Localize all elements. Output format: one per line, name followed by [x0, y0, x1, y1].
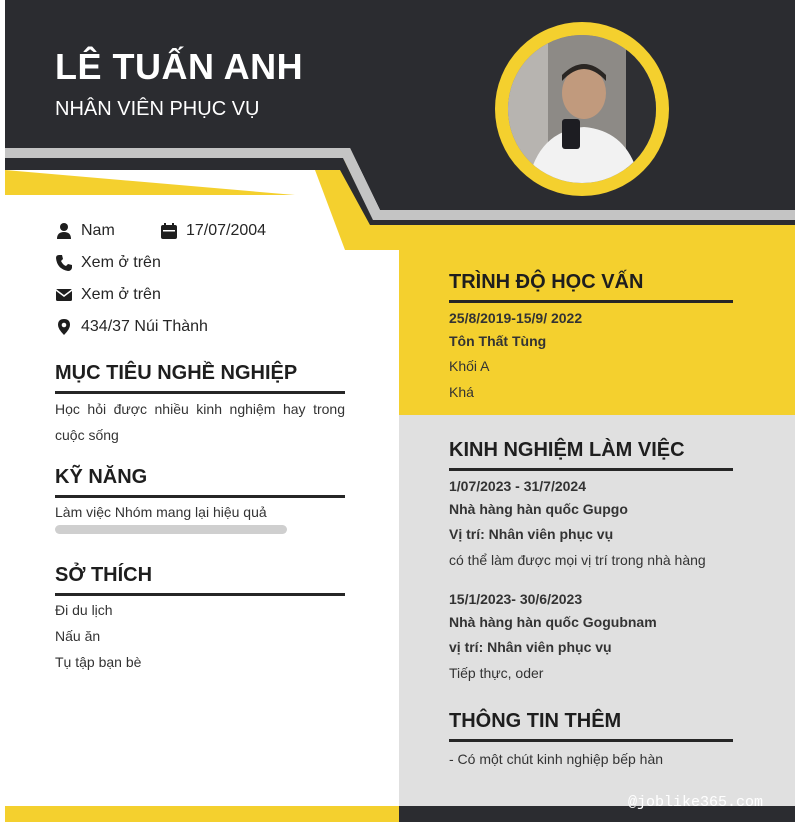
hobby-item: Đi du lịch	[55, 602, 113, 618]
experience-period: 1/07/2023 - 31/7/2024	[449, 478, 587, 494]
phone-icon	[55, 254, 73, 272]
cv-page	[5, 0, 795, 822]
education-grade: Khá	[449, 384, 474, 400]
birthday-value: 17/07/2004	[186, 222, 267, 239]
calendar-icon	[160, 222, 178, 240]
hobby-item: Nấu ăn	[55, 628, 101, 644]
phone-row	[55, 254, 161, 272]
phone-value: Xem ở trên	[81, 254, 161, 271]
objective-title: MỤC TIÊU NGHỀ NGHIỆP	[55, 362, 345, 394]
experience-desc: có thể làm được mọi vị trí trong nhà hàng	[449, 552, 706, 568]
envelope-icon	[55, 286, 73, 304]
education-school: Tôn Thất Tùng	[449, 333, 547, 349]
objective-text: Học hỏi được nhiều kinh nghiệm hay trong cuộc sống	[55, 401, 345, 443]
candidate-position: NHÂN VIÊN PHỤC VỤ	[55, 98, 260, 120]
hobbies-title: SỞ THÍCH	[55, 564, 345, 596]
extra-info-title: THÔNG TIN THÊM	[449, 710, 733, 742]
experience-company: Nhà hàng hàn quốc Gupgo	[449, 501, 628, 517]
address-value: 434/37 Núi Thành	[81, 318, 208, 335]
watermark: @joblike365.com	[627, 794, 763, 811]
candidate-name: LÊ TUẤN ANH	[55, 46, 304, 87]
extra-info-text: - Có một chút kinh nghiệp bếp hàn	[449, 751, 664, 767]
experience-role: Vị trí: Nhân viên phục vụ	[449, 526, 614, 542]
education-major: Khối A	[449, 358, 490, 374]
location-pin-icon	[55, 318, 73, 336]
skill-label: Làm việc Nhóm mang lại hiệu quả	[55, 504, 267, 520]
experience-company: Nhà hàng hàn quốc Gogubnam	[449, 614, 657, 630]
user-photo-icon	[508, 35, 656, 183]
skills-title: KỸ NĂNG	[55, 466, 345, 498]
avatar	[508, 35, 656, 183]
skill-level-bar	[55, 525, 287, 534]
experience-period: 15/1/2023- 30/6/2023	[449, 591, 583, 607]
birthday-row	[160, 222, 266, 240]
experience-role: vị trí: Nhân viên phục vụ	[449, 639, 612, 655]
bottom-yellow-bar	[5, 806, 399, 822]
address-row	[55, 318, 208, 336]
education-period: 25/8/2019-15/9/ 2022	[449, 310, 583, 326]
experience-title: KINH NGHIỆM LÀM VIỆC	[449, 439, 733, 471]
email-row	[55, 286, 161, 304]
person-icon	[55, 222, 73, 240]
email-value: Xem ở trên	[81, 286, 161, 303]
gender-row	[55, 222, 115, 240]
hobby-item: Tụ tập bạn bè	[55, 654, 142, 670]
experience-desc: Tiếp thực, oder	[449, 665, 544, 681]
gender-value: Nam	[81, 222, 115, 239]
education-title: TRÌNH ĐỘ HỌC VẤN	[449, 271, 733, 303]
